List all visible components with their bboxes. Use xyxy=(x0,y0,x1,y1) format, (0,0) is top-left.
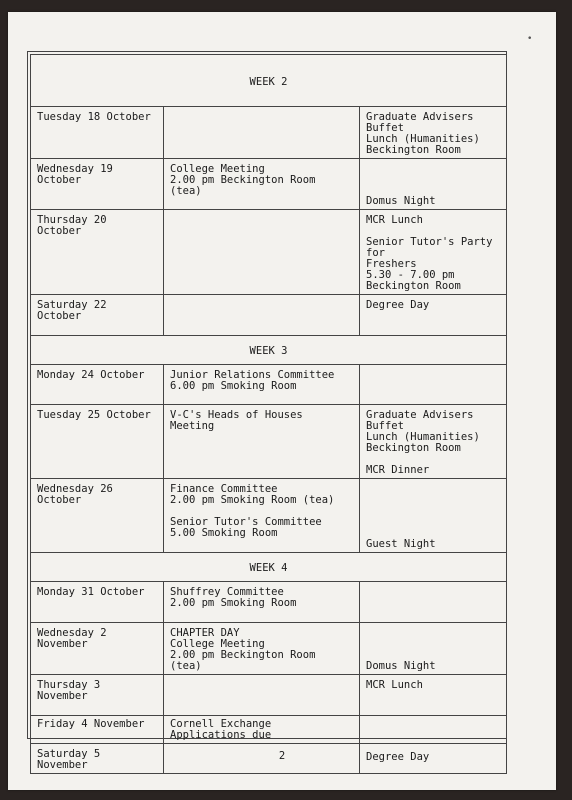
right-cell xyxy=(360,479,507,553)
event-text: Shuffrey Committee 2.00 pm Smoking Room xyxy=(170,586,297,609)
right-cell xyxy=(360,675,507,716)
date-cell: Monday 31 October xyxy=(31,582,164,623)
week-header-row xyxy=(31,336,507,365)
event-text: CHAPTER DAY College Meeting 2.00 pm Beckington Room (tea) xyxy=(170,627,316,672)
date-cell: Saturday 5 November xyxy=(31,744,164,774)
event-text: Domus Night xyxy=(366,660,436,672)
table-row xyxy=(31,365,507,405)
middle-cell xyxy=(164,210,360,295)
date-cell: Saturday 22 October xyxy=(31,295,164,336)
table-row xyxy=(31,479,507,553)
date-cell: Wednesday 26 October xyxy=(31,479,164,553)
date-cell: Tuesday 25 October xyxy=(31,405,164,479)
table-row xyxy=(31,295,507,336)
middle-cell xyxy=(164,582,360,623)
table-row xyxy=(31,405,507,479)
right-cell xyxy=(360,716,507,744)
event-text: Graduate Advisers Buffet Lunch (Humanities) Beckington Room xyxy=(366,111,480,156)
right-cell xyxy=(360,159,507,210)
middle-cell xyxy=(164,365,360,405)
right-cell xyxy=(360,365,507,405)
right-cell xyxy=(360,210,507,295)
middle-cell xyxy=(164,405,360,479)
event-text: Domus Night xyxy=(366,195,436,207)
date-cell: Friday 4 November xyxy=(31,716,164,744)
middle-cell xyxy=(164,675,360,716)
date-cell: Monday 24 October xyxy=(31,365,164,405)
table-row xyxy=(31,582,507,623)
middle-cell xyxy=(164,716,360,744)
middle-cell xyxy=(164,479,360,553)
week-header-row xyxy=(31,55,507,107)
schedule-table xyxy=(30,54,507,774)
event-text: Junior Relations Committee 6.00 pm Smoking Room xyxy=(170,369,335,392)
date-cell: Thursday 3 November xyxy=(31,675,164,716)
event-text: MCR Lunch xyxy=(366,214,423,226)
table-row xyxy=(31,716,507,744)
week-title: WEEK 3 xyxy=(31,336,507,365)
middle-cell xyxy=(164,295,360,336)
right-cell xyxy=(360,405,507,479)
event-text: Finance Committee 2.00 pm Smoking Room (tea) xyxy=(170,483,335,506)
page-number: 2 xyxy=(278,750,286,762)
right-cell xyxy=(360,295,507,336)
date-cell: Thursday 20 October xyxy=(31,210,164,295)
corner-mark: • xyxy=(527,34,533,44)
date-cell: Tuesday 18 October xyxy=(31,107,164,159)
event-text: V-C's Heads of Houses Meeting xyxy=(170,409,303,432)
table-row xyxy=(31,107,507,159)
middle-cell xyxy=(164,623,360,675)
week-header-row xyxy=(31,553,507,582)
event-text: Cornell Exchange Applications due xyxy=(170,718,272,741)
event-text: MCR Lunch xyxy=(366,679,423,691)
week-title: WEEK 4 xyxy=(31,553,507,582)
date-cell: Wednesday 2 November xyxy=(31,623,164,675)
table-row xyxy=(31,210,507,295)
middle-cell xyxy=(164,159,360,210)
date-cell: Wednesday 19 October xyxy=(31,159,164,210)
event-text: Senior Tutor's Party for Freshers 5.30 - 7.00 pm Beckington Room xyxy=(366,236,493,292)
week-title: WEEK 2 xyxy=(31,55,507,107)
table-row xyxy=(31,159,507,210)
right-cell xyxy=(360,107,507,159)
table-row xyxy=(31,623,507,675)
table-row xyxy=(31,675,507,716)
right-cell xyxy=(360,623,507,675)
event-text: College Meeting 2.00 pm Beckington Room (tea) xyxy=(170,163,316,197)
event-text: Degree Day xyxy=(366,299,430,311)
event-text: Guest Night xyxy=(366,538,436,550)
event-text: MCR Dinner xyxy=(366,464,430,476)
right-cell xyxy=(360,582,507,623)
event-text: Graduate Advisers Buffet Lunch (Humanities) Beckington Room xyxy=(366,409,480,454)
document-page xyxy=(8,12,556,790)
event-text: Senior Tutor's Committee 5.00 Smoking Room xyxy=(170,516,322,539)
middle-cell xyxy=(164,107,360,159)
event-text: Degree Day xyxy=(366,751,430,763)
